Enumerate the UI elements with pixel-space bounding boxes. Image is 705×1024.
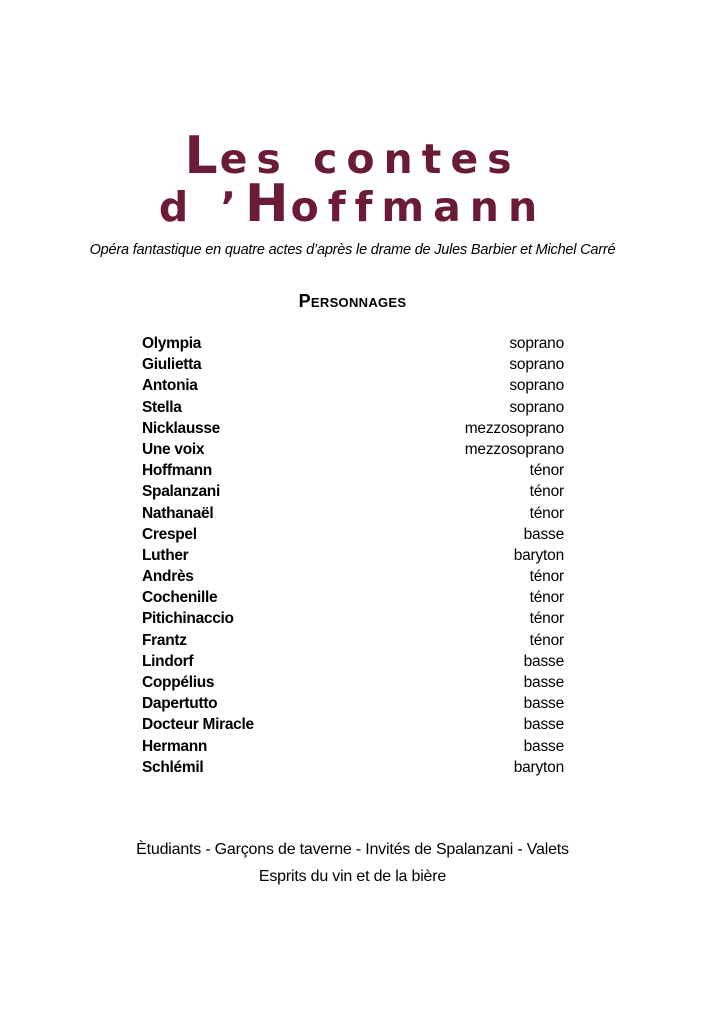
cast-row [142,757,564,778]
role-voice-type: soprano [509,398,564,416]
role-voice-type: ténor [529,589,564,607]
cast-row [142,587,564,608]
cast-row [142,439,564,460]
cast-row [142,566,564,587]
cast-row [142,354,564,375]
cast-row [142,608,564,629]
title-line-2-prefix: d ’ [158,183,246,231]
cast-row [142,503,564,524]
role-voice-type: basse [523,716,564,734]
role-voice-type: ténor [529,483,564,501]
role-name: Luther [142,546,189,564]
role-voice-type: mezzosoprano [464,440,564,458]
role-name: Crespel [142,525,197,543]
role-voice-type: basse [523,737,564,755]
role-voice-type: soprano [509,335,564,352]
cast-row [142,418,564,439]
cast-list [142,333,564,778]
role-voice-type: basse [523,695,564,713]
footer-line-2: Esprits du vin et de la bière [258,868,447,885]
role-voice-type: baryton [513,546,564,564]
cast-row [142,397,564,418]
role-name: Cochenille [142,589,218,607]
role-name: Lindorf [142,652,194,670]
cast-row [142,545,564,566]
role-name: Pitichinaccio [142,610,234,628]
cast-row [142,651,564,672]
role-name: Hermann [142,737,208,755]
role-name: Spalanzani [142,483,220,501]
role-voice-type: ténor [529,568,564,586]
role-name: Dapertutto [142,695,218,713]
cast-row [142,736,564,757]
cast-row [142,524,564,545]
role-name: Une voix [142,440,205,458]
role-voice-type: soprano [509,377,564,395]
cast-row [142,333,564,354]
role-name: Hoffmann [142,462,212,480]
cast-row [142,460,564,481]
cast-row [142,375,564,396]
title-line-2 [0,174,705,234]
role-voice-type: ténor [529,631,564,649]
role-name: Andrès [142,568,194,586]
section-heading-personnages: Personnages [298,291,407,311]
cast-row [142,672,564,693]
role-name: Antonia [142,377,198,395]
role-name: Nicklausse [142,419,220,437]
cast-row [142,630,564,651]
subtitle: Opéra fantastique en quatre actes d’après le drame de Jules Barbier et Michel Carré [89,242,616,258]
title-line-1-rest: es contes [219,135,521,183]
role-voice-type: ténor [529,462,564,480]
cast-row [142,714,564,735]
role-name: Nathanaël [142,504,214,522]
role-voice-type: basse [523,525,564,543]
footer-line-1: Ètudiants - Garçons de taverne - Invités de Spalanzani - Valets [136,841,569,858]
role-name: Giulietta [142,356,202,374]
role-name: Docteur Miracle [142,716,254,734]
role-voice-type: baryton [513,758,564,776]
role-name: Schlémil [142,758,204,776]
role-voice-type: mezzosoprano [464,419,564,437]
title-line-1 [0,126,705,186]
title-initial-h: H [245,174,291,234]
role-name: Olympia [142,335,202,352]
role-voice-type: ténor [529,504,564,522]
title-line-2-rest: offmann [290,183,547,231]
title-initial-l: L [184,126,220,186]
role-name: Frantz [142,631,187,649]
role-name: Stella [142,398,182,416]
role-voice-type: basse [523,674,564,691]
cast-row [142,481,564,502]
role-name: Coppélius [142,674,215,691]
role-voice-type: ténor [529,610,564,628]
role-voice-type: basse [523,652,564,670]
role-voice-type: soprano [509,356,564,374]
cast-row [142,693,564,714]
